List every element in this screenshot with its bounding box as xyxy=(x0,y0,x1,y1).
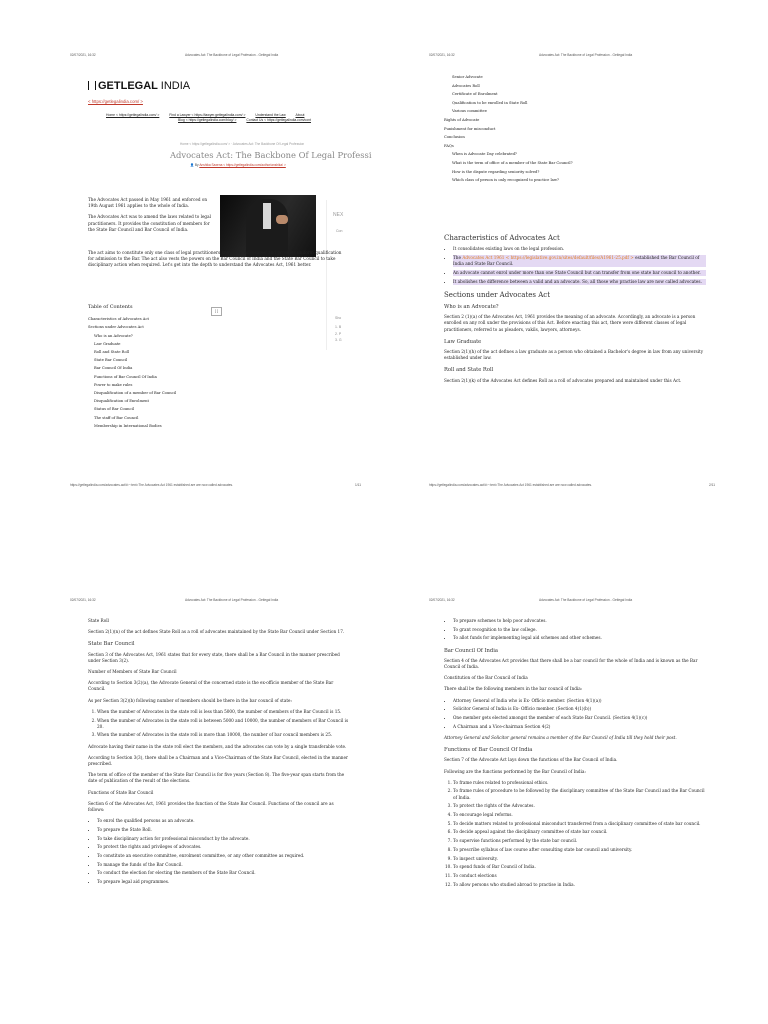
list-item: 3. To protect the rights of the Advocates. xyxy=(453,803,706,809)
page-1 xyxy=(0,0,384,512)
nav-home[interactable]: Home < https://getlegalindia.com/ > xyxy=(106,113,160,117)
heading-roll: Roll and State Roll xyxy=(444,367,494,374)
list-item: • To prepare legal aid programmes. xyxy=(97,879,350,885)
running-header-date: 02/07/2021, 16:32 xyxy=(429,598,455,602)
running-header-title: Advocates Act: The Backbone of Legal Profession - Getlegal India xyxy=(185,53,279,57)
para-roll: Section 2(1)(k) of the Advocates Act defines Roll as a roll of advocates prepared and maintained under this Act. xyxy=(444,377,682,383)
toc-item[interactable]: Certificate of Enrolment xyxy=(452,92,498,97)
side-bullet: 2. P xyxy=(335,331,342,336)
list-item: 9. To inspect university. xyxy=(453,856,706,862)
constitution-list xyxy=(444,698,706,730)
advocates-act-link[interactable]: Advocates Act 1961 < https://legislative.gov.in/sites/default/files/A1961-25.pdf > xyxy=(462,254,634,260)
list-item: • An advocate cannot enrol under more than one State Council but can transfer from one state bar council to another. xyxy=(453,270,706,276)
para-state-roll: Section 2(1)(n) of the act defines State Roll as a roll of advocates maintained by the State Bar Council under Section 17. xyxy=(88,629,345,635)
list-item: • To protect the rights and privileges of advocates. xyxy=(97,844,350,850)
para-who: Section 2 (1)(a) of the Advocates Act, 1961 provides the meaning of an advocate. Accordingly, an advocate is a person enrolled on any roll under the provisions of this Act. Before enacting this act, there were different classes of legal practitioners, referred to as pleaders, vakils, lawyers, attorneys. xyxy=(444,314,696,332)
author-link[interactable]: Anshika Saxena < https://getlegalindia.com/author/anshika/ > xyxy=(199,163,286,167)
heading-members: Number of Members of State Bar Council xyxy=(88,669,177,675)
functions-bci-list xyxy=(444,780,706,888)
heading-constitution: Constitution of the Bar Council of India xyxy=(444,675,528,681)
intro-para-1: The Advocates Act passed in May 1961 and enforced on 19th August 1961 applies to the whole of India. xyxy=(88,197,208,209)
list-item: • A Chairman and a Vice-chairman Section 4(2) xyxy=(453,724,706,730)
list-item: 4. To encourage legal reforms. xyxy=(453,812,706,818)
para-law-graduate: Section 2(1)(h) of the act defines a law graduate as a person who obtained a Bachelor's degree in law from any university established under law. xyxy=(444,348,704,361)
para-constitution: There shall be the following members in the bar council of India: xyxy=(444,686,583,692)
toc-item[interactable]: FAQs xyxy=(444,143,454,148)
page-4-body xyxy=(444,618,706,893)
para-vote: Advocate having their name in the state roll elect the members, and the advocates can vote by a single transferable vote. xyxy=(88,743,347,749)
toc-item[interactable]: When is Advocate Day celebrated? xyxy=(452,152,517,157)
label-state-roll: State Roll xyxy=(88,618,109,623)
side-widget: NEX Con Sho 1. B 2. P 3. G xyxy=(326,200,347,350)
running-header-date: 02/07/2021, 16:32 xyxy=(70,53,96,57)
page-title: Advocates Act: The Backbone Of Legal Professi xyxy=(170,150,372,160)
intro-para-2: The Advocates Act was to amend the laws related to legal practitioners. It provides the constitution of members for the State Bar Council and Bar Council of India. xyxy=(88,214,211,232)
author-icon: 👤 xyxy=(190,163,194,167)
toc-toggle-button[interactable]: [ ] xyxy=(211,307,222,316)
list-item: • To manage the funds of the Bar Council. xyxy=(97,862,350,868)
toc-item[interactable]: Who is an Advocate? xyxy=(94,333,133,338)
byline: 👤 By Anshika Saxena < https://getlegalindia.com/author/anshika/ > xyxy=(190,163,286,167)
list-item: 1. To frame rules related to professional ethics. xyxy=(453,780,706,786)
list-item: • To grant recognition to the law college. xyxy=(453,627,706,633)
page-number: 2/11 xyxy=(709,483,715,487)
list-item: • Solicitor General of India is Ex- Officio member. (Section 4(1)(b)) xyxy=(453,706,706,712)
list-item: • Attorney General of India who is Ex- Officio member. (Section 4(1)(a)) xyxy=(453,698,706,704)
heading-sections: Sections under Advocates Act xyxy=(444,290,551,299)
toc-item[interactable]: Law Graduate xyxy=(94,341,121,346)
para-note: Attorney General and Solicitor general remains a member of the Bar Council of India till they hold their post. xyxy=(444,734,677,740)
page-3-body xyxy=(88,618,350,890)
running-header-title: Advocates Act: The Backbone of Legal Profession - Getlegal India xyxy=(185,598,279,602)
heading-bci: Bar Council Of India xyxy=(444,647,498,654)
list-item: • To prepare schemes to help poor advocates. xyxy=(453,618,706,624)
running-header-date: 02/07/2021, 16:32 xyxy=(429,53,455,57)
toc-item[interactable]: Roll and State Roll xyxy=(94,350,130,355)
toc-title: Table of Contents xyxy=(88,304,133,310)
running-header-title: Advocates Act: The Backbone of Legal Profession - Getlegal India xyxy=(539,598,633,602)
intro-wide xyxy=(88,250,348,274)
logo-url-link[interactable]: < https://getlegalindia.com/ > xyxy=(88,99,143,104)
list-item: • To prepare the State Roll. xyxy=(97,827,350,833)
functions-sbc-list xyxy=(88,818,350,885)
para-functions-sbc: Section 6 of the Advocates Act, 1961 provides the function of the State Bar Council. Functions of the council are as follows: xyxy=(88,800,334,813)
toc-item[interactable]: Bar Council Of India xyxy=(94,366,133,371)
toc-item[interactable]: Senior Advocate xyxy=(452,75,483,79)
page-2-body xyxy=(444,228,706,389)
list-item: 7. To supervise functions performed by the state bar council. xyxy=(453,838,706,844)
para-members: According to Section 3(2)(a), the Advocate General of the concerned state is the ex-officio member of the State Bar Council. xyxy=(88,680,334,692)
list-item: 5. To decide matters related to professional misconduct transferred from a disciplinary committee of state bar council. xyxy=(453,821,706,827)
list-item: 12. To allow persons who studied abroad to practise in India. xyxy=(453,882,706,888)
page-4 xyxy=(384,512,768,1024)
side-bullet: 1. B xyxy=(335,325,342,329)
toc-item[interactable]: Characteristics of Advocates Act xyxy=(88,317,149,322)
para-state-bar-council: Section 3 of the Advocates Act, 1961 states that for every state, there shall be a Bar Council in the manner prescribed under Section 3(2). xyxy=(88,651,340,663)
sbc-functions-continued xyxy=(444,618,706,642)
list-item: • It consolidates existing laws on the legal profession. xyxy=(453,246,706,252)
toc-item[interactable]: Advocates Roll xyxy=(452,83,480,88)
logo-icon xyxy=(88,81,96,90)
list-item: • To enrol the qualified persons as an advocate. xyxy=(97,818,350,824)
toc-item[interactable]: Rights of Advocate xyxy=(444,117,480,122)
running-header-title: Advocates Act: The Backbone of Legal Profession - Getlegal India xyxy=(539,53,633,57)
page-2 xyxy=(384,0,768,512)
hero-image-lawyer xyxy=(220,195,316,257)
toc-item[interactable]: Various committee xyxy=(452,109,487,114)
toc-item[interactable]: What is the term of office of a member of the State Bar Council? xyxy=(452,160,573,165)
toc-item[interactable]: The staff of Bar Council xyxy=(94,415,139,420)
nav-find-lawyer[interactable]: Find a Lawyer < https://lawyer.getlegalindia.com/ > xyxy=(169,113,246,117)
list-item: • To allot funds for implementing legal aid schemes and other schemes. xyxy=(453,635,706,641)
list-item: • One member gets elected amongst the member of each State Bar Council. (Section 4(1)(c)) xyxy=(453,715,706,721)
side-bullet: 3. G xyxy=(335,338,342,342)
toc-item[interactable]: Disqualification of Enrolment xyxy=(94,399,149,404)
para-bci: Section 4 of the Advocates Act provides that there shall be a bar council for the whole of India and is known as the Bar Council of India. xyxy=(444,657,698,670)
list-item: • It abolishes the difference between a valid and an advocate. So, all those who practise law are now called advocates. xyxy=(453,279,706,285)
list-item: • The Advocates Act 1961 < https://legislative.gov.in/sites/default/files/A1961-25.pdf > established the Bar Council of India and State Bar Council. xyxy=(453,255,706,267)
toc-item[interactable]: Punishment for misconduct xyxy=(444,126,496,131)
list-item: 1. When the number of Advocates in the state roll is less than 5000, the number of members of the Bar Council is 15. xyxy=(97,709,350,715)
list-item: • To constitute an executive committee, enrolment committee, or any other committee as required. xyxy=(97,853,350,859)
page-number: 1/11 xyxy=(355,483,361,487)
toc-item[interactable]: How is the dispute regarding seniority solved? xyxy=(452,169,540,174)
list-item: 3. When the number of Advocates in the state roll is more than 10000, the number of bar council members is 25. xyxy=(97,732,350,738)
toc-item[interactable]: Sections under Advocates Act xyxy=(88,325,144,330)
para-term: The term of office of the member of the State Bar Council is for five years (Section 8). The five-year span starts from the date of publication of the result of the elections. xyxy=(88,772,345,784)
para-chair: According to Section 3(3), there shall be a Chairman and a Vice-Chairman of the State Bar Council, elected in the manner prescribed. xyxy=(88,754,348,767)
heading-functions-sbc: Functions of State Bar Council xyxy=(88,789,154,795)
heading-characteristics: Characteristics of Advocates Act xyxy=(444,234,560,242)
toc-item[interactable]: Disqualification of a member of Bar Council xyxy=(94,391,177,396)
heading-who: Who is an Advocate? xyxy=(444,303,499,310)
running-footer-url: https://getlegalindia.com/advocates-act/#:~:text=The Advocates Act 1961 established are are now called advocates. xyxy=(429,483,593,487)
toc-item[interactable]: Status of Bar Council xyxy=(94,407,134,412)
table-of-contents xyxy=(88,303,224,430)
toc-item[interactable]: Conclusion xyxy=(444,135,465,140)
toc-item[interactable]: State Bar Council xyxy=(94,358,128,363)
top-nav-row-2 xyxy=(178,118,320,122)
toc-item[interactable]: Functions of Bar Council Of India xyxy=(94,374,157,379)
heading-state-bar-council: State Bar Council xyxy=(88,641,135,648)
top-nav xyxy=(106,113,313,117)
running-header-date: 02/07/2021, 16:32 xyxy=(70,598,96,602)
toc-continued xyxy=(444,73,573,185)
list-item: • To take disciplinary action for professional misconduct by the advocate. xyxy=(97,836,350,842)
toc-item[interactable]: Power to make rules xyxy=(94,382,133,387)
list-item: 11. To conduct elections xyxy=(453,873,706,879)
heading-functions-bci: Functions of Bar Council Of India xyxy=(444,747,533,754)
page-3 xyxy=(0,512,384,1024)
toc-item[interactable]: Which class of person is only recognized to practice law? xyxy=(452,178,560,183)
list-item: 2. To frame rules of procedure to be followed by the disciplinary committee of the State Bar Council and the Bar Council of India. xyxy=(453,788,706,800)
para-functions-bci: Section 7 of the Advocate Act lays down the functions of the Bar Council of India. xyxy=(444,757,618,763)
list-item: 6. To decide appeal against the disciplinary committee of state bar council. xyxy=(453,829,706,835)
intro-col xyxy=(88,197,216,238)
breadcrumb[interactable]: Home < https://getlegalindia.com/ > · Advocates Act: The Backbone Of Legal Profession xyxy=(180,142,305,146)
para-functions-bci-2: Following are the functions performed by the Bar Council of India: xyxy=(444,768,586,774)
list-item: • To conduct the election for electing the members of the State Bar Council. xyxy=(97,870,350,876)
heading-law-graduate: Law Graduate xyxy=(444,338,482,345)
toc-item[interactable]: Membership in International Bodies xyxy=(94,423,162,428)
para-members-2: As per Section 3(2)(b) following number of members should be there in the bar council of state: xyxy=(88,697,292,703)
list-item: 2. When the number of Advocates in the state roll is between 5000 and 10000, the number of members of Bar Council is 20. xyxy=(97,718,350,730)
site-logo[interactable]: GETLEGAL INDIA xyxy=(88,80,190,92)
nav-blog[interactable]: Blog < https://getlegalindia.com/blog/ > xyxy=(178,118,237,122)
characteristics-list xyxy=(444,246,706,285)
list-item: 8. To prescribe syllabus of law course after consulting state bar council and university. xyxy=(453,847,706,853)
list-item: 10. To spend funds of Bar Council of India. xyxy=(453,864,706,870)
intro-para-3: The act aims to constitute only one class of legal practitioners known as 'Advocates' and provides uniform qualification for admission to the Bar. The act also vests the powers on the Bar Council of India and the State Bar Council to take disciplinary action when required. Let's get into the depth to understand the Advocates Act, 1961 better. xyxy=(88,250,342,268)
members-list xyxy=(88,709,350,739)
nav-understand-law[interactable]: Understand the Law xyxy=(255,113,286,117)
nav-about[interactable]: About xyxy=(295,113,305,117)
running-footer-url: https://getlegalindia.com/advocates-act/#:~:text=The Advocates Act 1961 established are are now called advocates. xyxy=(70,483,234,487)
nav-contact[interactable]: Contact Us < https://getlegalindia.com/cont xyxy=(246,118,311,122)
toc-item[interactable]: Qualification to be enrolled in State Roll xyxy=(452,100,528,105)
